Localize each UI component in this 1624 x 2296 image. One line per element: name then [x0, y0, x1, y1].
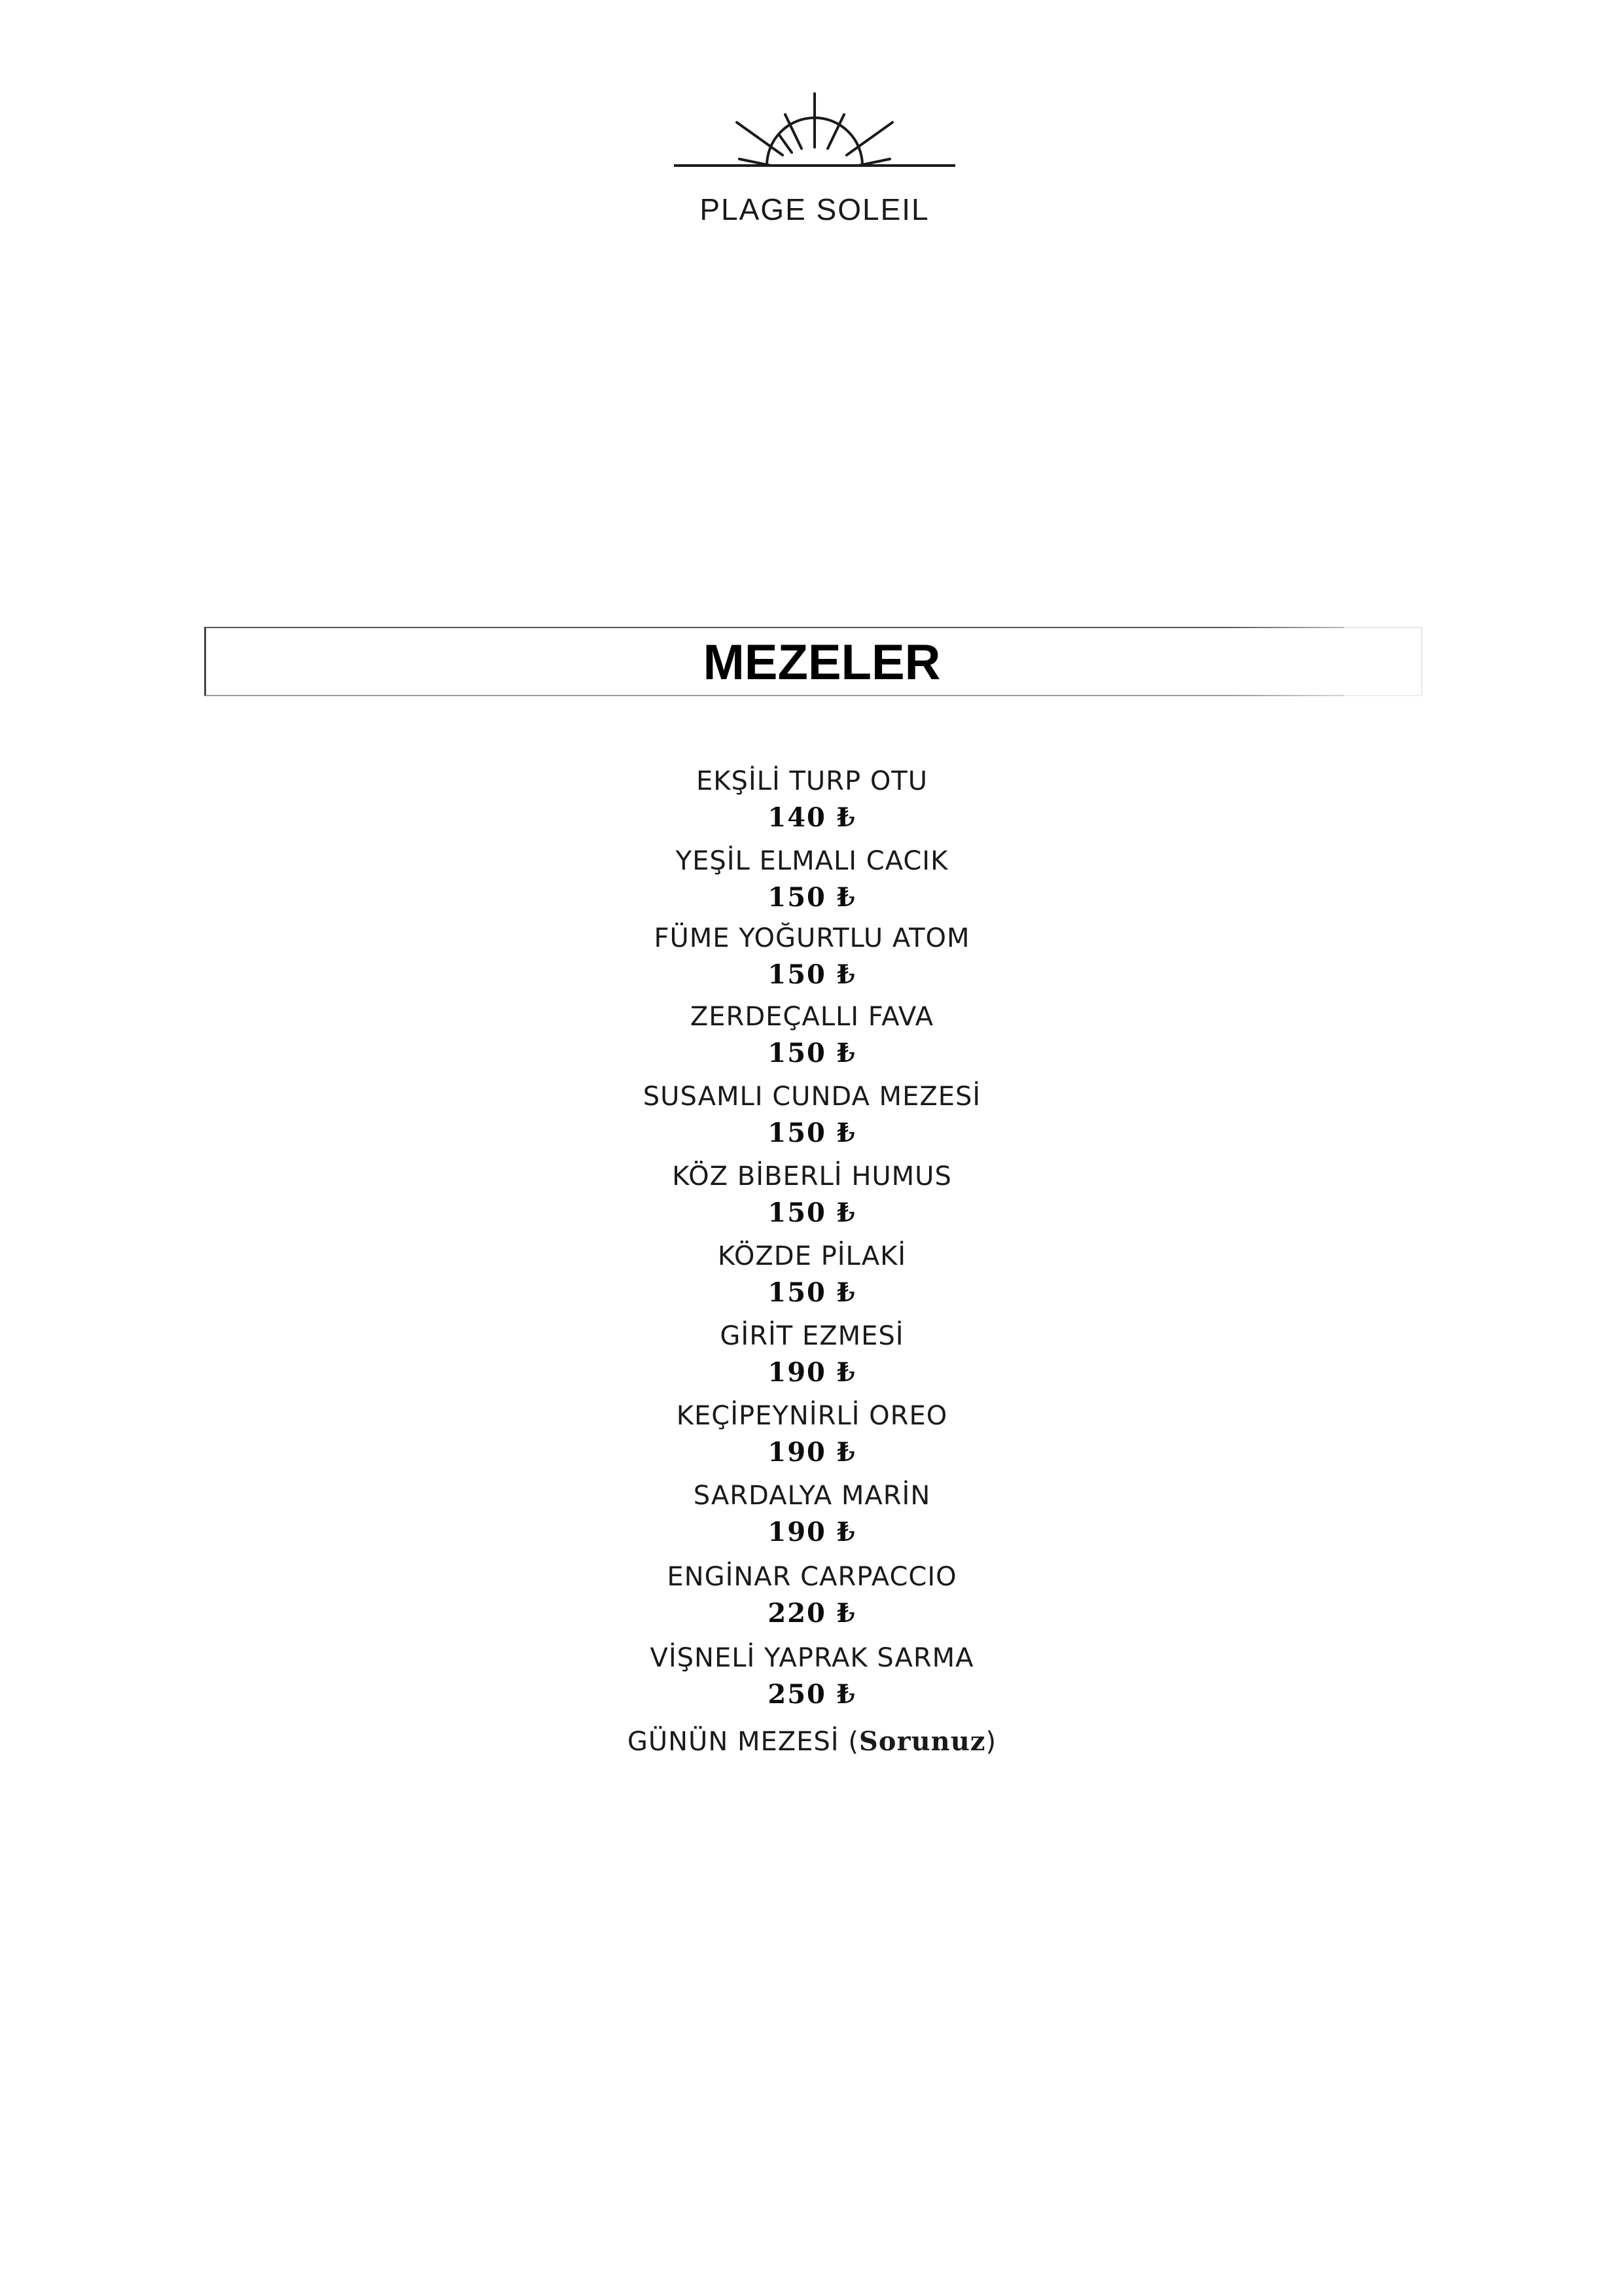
menu-item-name: KÖZ BİBERLİ HUMUS [672, 1161, 952, 1192]
menu-item [0, 763, 1624, 836]
menu-item-name: YEŞİL ELMALI CACIK [675, 846, 949, 876]
menu-item [0, 1158, 1624, 1231]
menu-item [0, 1559, 1624, 1632]
menu-item [0, 1477, 1624, 1551]
daily-menu-item [0, 1723, 1624, 1760]
daily-item-note: Sorunuz [858, 1726, 986, 1757]
menu-item-name: ZERDEÇALLI FAVA [690, 1002, 934, 1032]
section-title: MEZELER [703, 635, 941, 690]
menu-item [0, 1078, 1624, 1152]
brand-name: PLAGE SOLEIL [699, 192, 930, 226]
daily-item-label [0, 1723, 1624, 1760]
menu-item-price: 190 ₺ [768, 1517, 856, 1547]
menu-item [0, 998, 1624, 1072]
menu-item [0, 1640, 1624, 1713]
menu-item [0, 920, 1624, 993]
menu-item-price: 150 ₺ [768, 1277, 856, 1308]
menu-item [0, 1318, 1624, 1391]
menu-item-price: 220 ₺ [768, 1598, 856, 1629]
menu-item-name: GİRİT EZMESİ [720, 1321, 904, 1351]
menu-item-name: EKŞİLİ TURP OTU [696, 766, 928, 796]
menu-item-price: 150 ₺ [768, 1197, 856, 1228]
menu-item-price: 140 ₺ [768, 802, 856, 833]
menu-item [0, 1238, 1624, 1311]
menu-item-name: ENGİNAR CARPACCIO [667, 1562, 957, 1592]
section-header [204, 627, 1421, 696]
menu-item-price: 150 ₺ [768, 959, 856, 990]
menu-item-price: 150 ₺ [768, 1118, 856, 1148]
menu-item-name: KÖZDE PİLAKİ [717, 1241, 907, 1271]
menu-item-name: FÜME YOĞURTLU ATOM [654, 923, 970, 953]
daily-item-close: ) [985, 1727, 997, 1757]
menu-item [0, 1398, 1624, 1471]
menu-item-name: KEÇİPEYNİRLİ OREO [676, 1401, 948, 1431]
daily-item-name: GÜNÜN MEZESİ ( [627, 1727, 859, 1757]
menu-item [0, 843, 1624, 916]
menu-item-name: SUSAMLI CUNDA MEZESİ [643, 1082, 981, 1112]
menu-item-price: 250 ₺ [768, 1679, 856, 1710]
menu-item-price: 150 ₺ [768, 1038, 856, 1069]
brand-logo [674, 88, 955, 229]
sun-rays-icon [674, 88, 955, 186]
menu-item-price: 150 ₺ [768, 882, 856, 913]
menu-item-price: 190 ₺ [768, 1357, 856, 1388]
menu-item-name: SARDALYA MARİN [693, 1481, 931, 1511]
menu-item-price: 190 ₺ [768, 1437, 856, 1468]
menu-item-name: VİŞNELİ YAPRAK SARMA [650, 1643, 974, 1673]
